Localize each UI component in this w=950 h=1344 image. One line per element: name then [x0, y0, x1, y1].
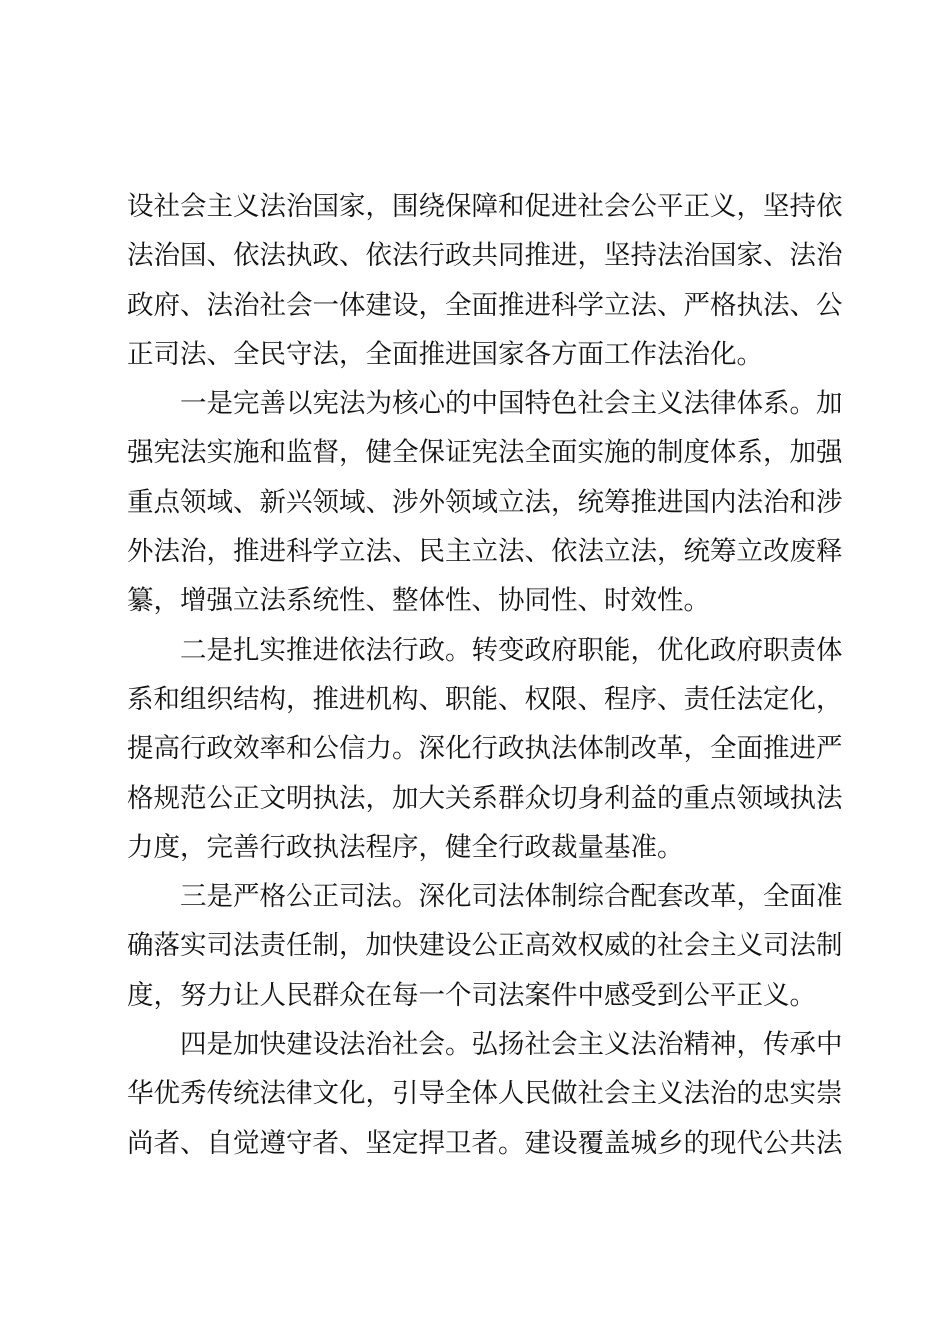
text-line: 纂，增强立法系统性、整体性、协同性、时效性。: [127, 585, 710, 617]
text-line: 力度，完善行政执法程序，健全行政裁量基准。: [127, 831, 684, 863]
text-line: 外法治，推进科学立法、民主立法、依法立法，统筹立改废释: [127, 536, 843, 568]
text-line: 提高行政效率和公信力。深化行政执法体制改革，全面推进严: [127, 733, 843, 765]
text-line: 重点领域、新兴领域、涉外领域立法，统筹推进国内法治和涉: [127, 486, 843, 518]
text-line: 政府、法治社会一体建设，全面推进科学立法、严格执法、公: [127, 289, 843, 321]
text-line: 二是扎实推进依法行政。转变政府职能，优化政府职责体: [127, 634, 843, 666]
body-text: [127, 182, 843, 1168]
text-line: 设社会主义法治国家，围绕保障和促进社会公平正义，坚持依: [127, 191, 843, 222]
text-line: 法治国、依法执政、依法行政共同推进，坚持法治国家、法治: [127, 240, 843, 272]
text-line: 华优秀传统法律文化，引导全体人民做社会主义法治的忠实崇: [127, 1078, 843, 1110]
text-line: 度，努力让人民群众在每一个司法案件中感受到公平正义。: [127, 979, 816, 1011]
text-line: 四是加快建设法治社会。弘扬社会主义法治精神，传承中: [127, 1029, 843, 1061]
text-line: 确落实司法责任制，加快建设公正高效权威的社会主义司法制: [127, 930, 843, 962]
text-line: 三是严格公正司法。深化司法体制综合配套改革，全面准: [127, 881, 843, 913]
text-line: 一是完善以宪法为核心的中国特色社会主义法律体系。加: [127, 388, 843, 420]
text-line: 系和组织结构，推进机构、职能、权限、程序、责任法定化，: [127, 683, 843, 715]
text-line: 尚者、自觉遵守者、坚定捍卫者。建设覆盖城乡的现代公共法: [127, 1127, 843, 1159]
text-line: 强宪法实施和监督，健全保证宪法全面实施的制度体系，加强: [127, 437, 843, 469]
text-line: 格规范公正文明执法，加大关系群众切身利益的重点领域执法: [127, 782, 843, 814]
text-line: 正司法、全民守法，全面推进国家各方面工作法治化。: [127, 338, 763, 370]
